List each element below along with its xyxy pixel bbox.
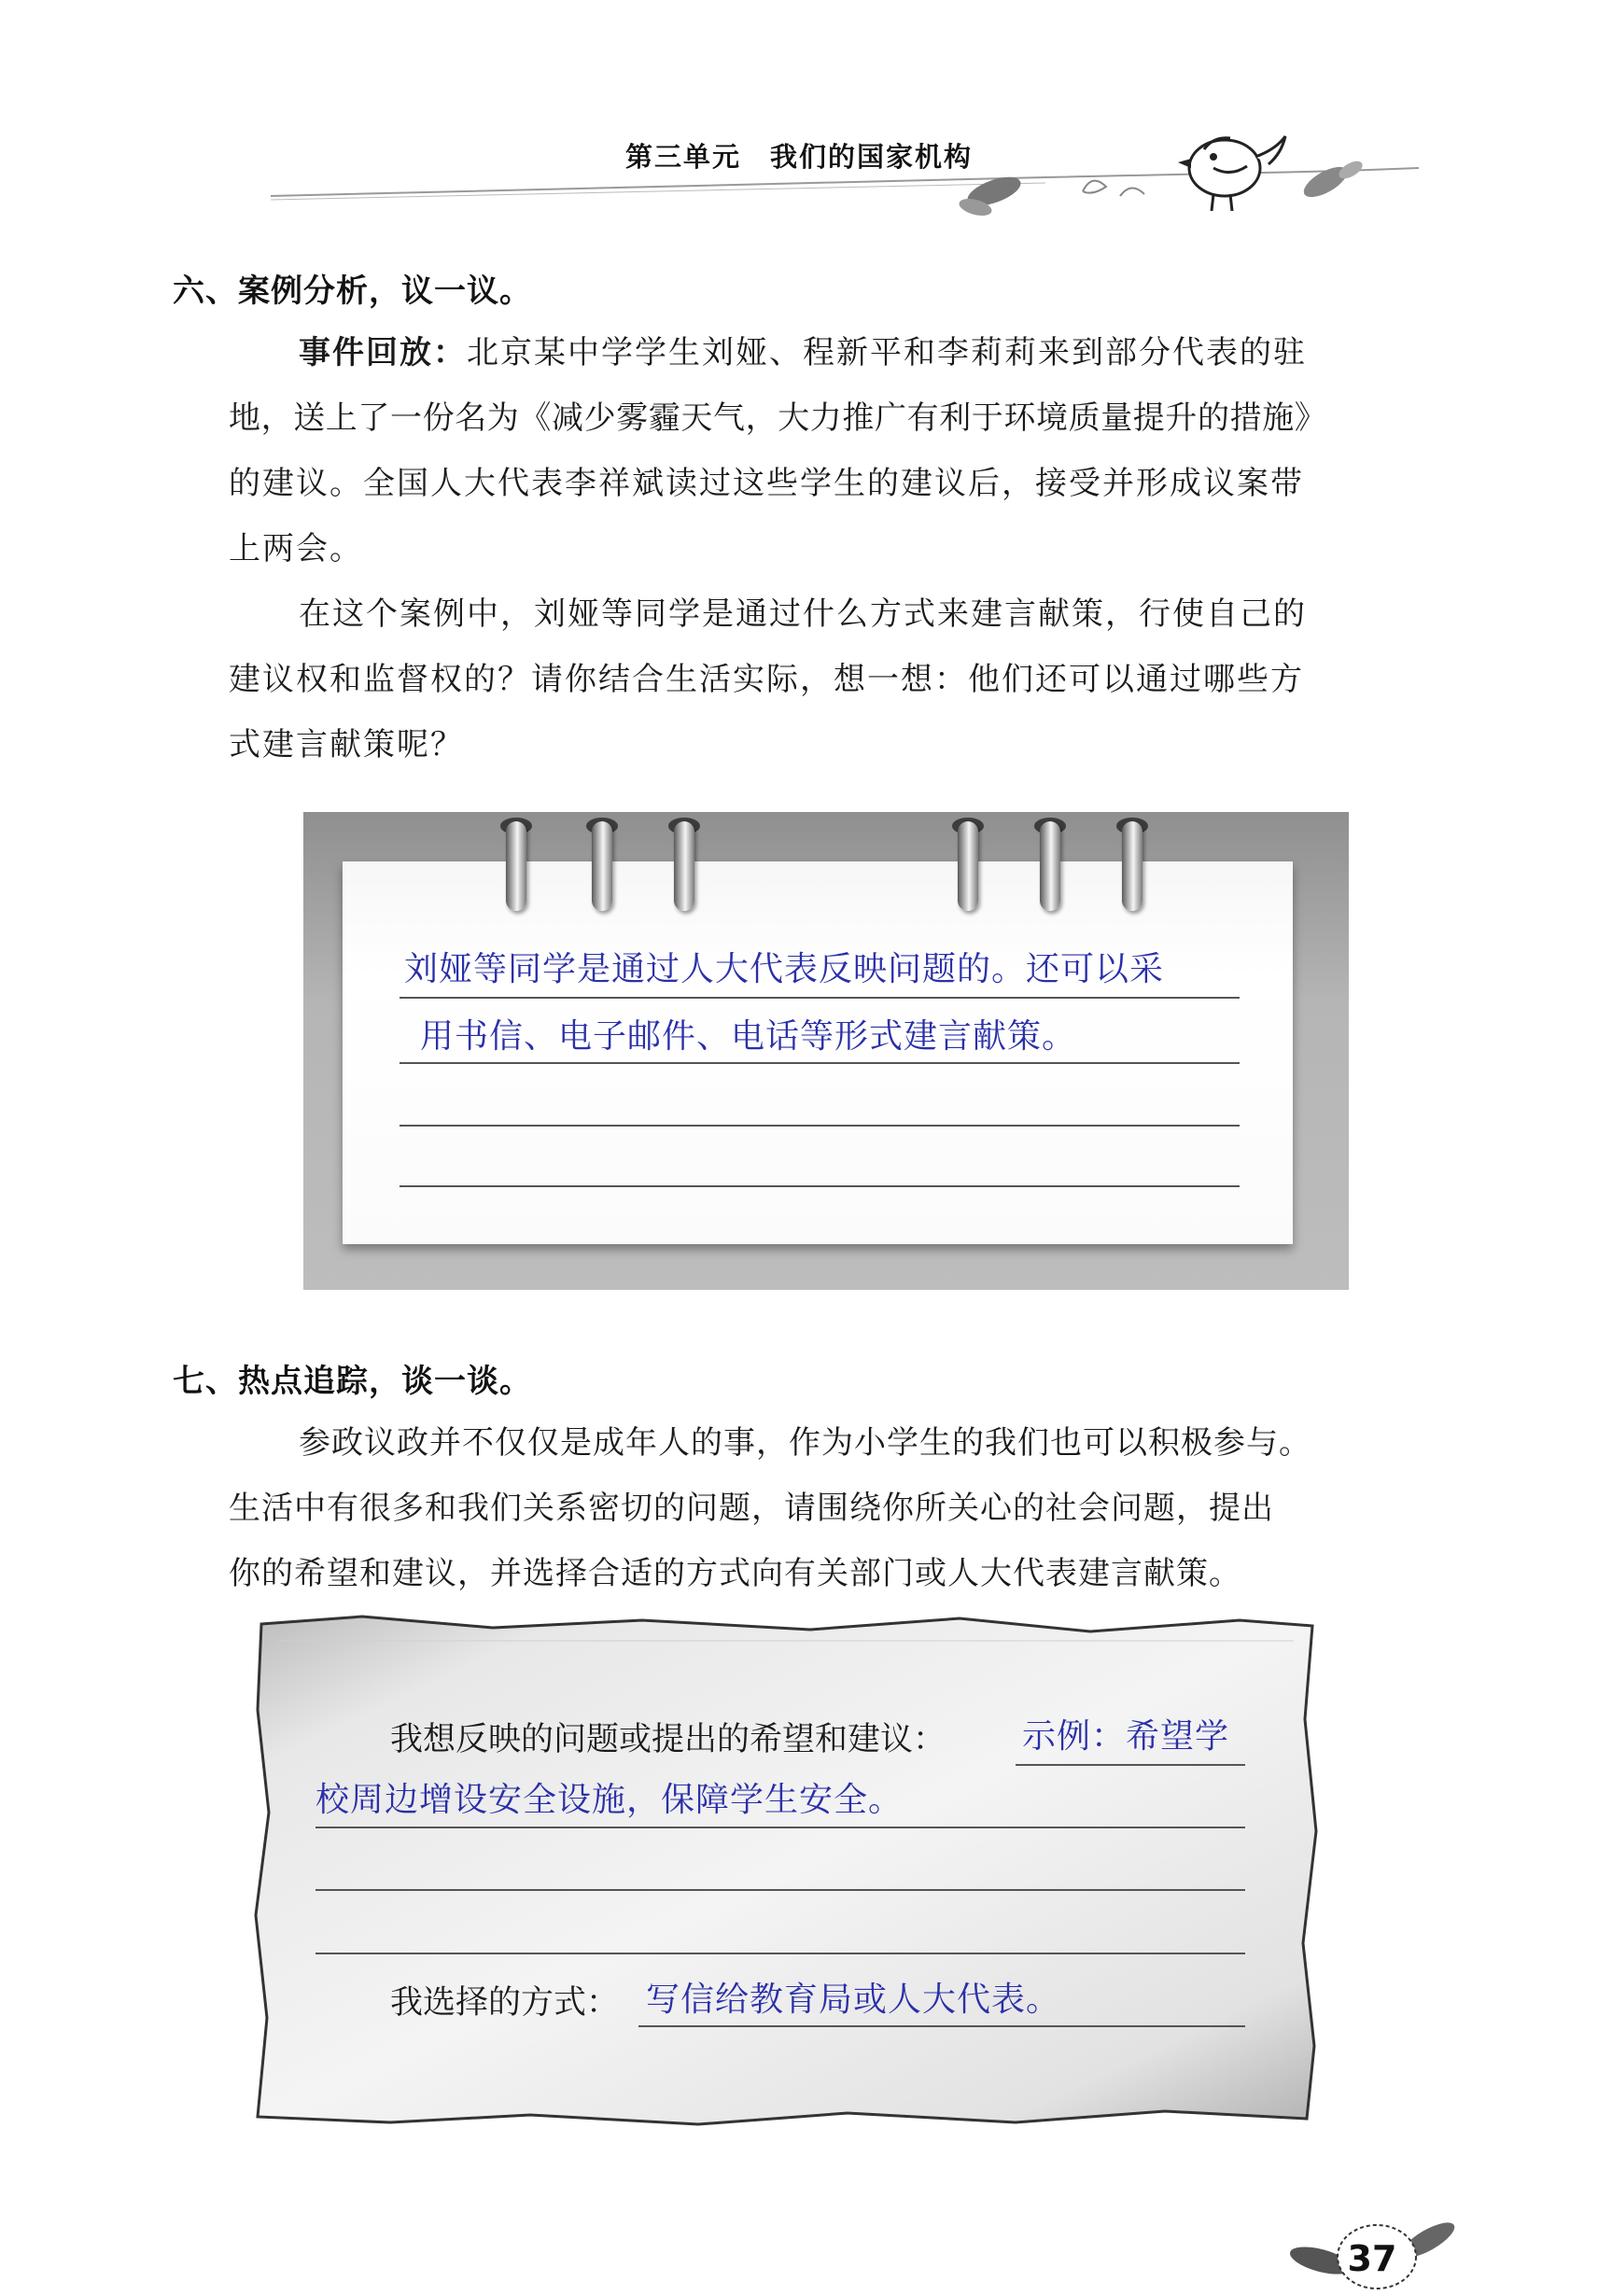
answer-rule: [315, 1889, 1245, 1891]
answer6-line-1: 刘娅等同学是通过人大代表反映问题的。还可以采: [404, 950, 1165, 988]
answer-rule: [315, 1953, 1245, 1954]
event-line-4: 上两会。: [229, 530, 363, 567]
answer7-line-1: 示例：希望学: [1022, 1717, 1230, 1756]
section6-heading: 六、案例分析，议一议。: [173, 273, 532, 310]
answer-rule: [400, 997, 1240, 999]
answer7-line-2: 校周边增设安全设施，保障学生安全。: [315, 1781, 904, 1819]
answer-rule: [400, 1062, 1240, 1064]
binder-ring-icon: [506, 821, 526, 911]
page-number: 37: [1347, 2238, 1397, 2279]
header-decoration: [0, 0, 1598, 243]
binder-ring-icon: [958, 821, 978, 911]
section7-heading: 七、热点追踪，谈一谈。: [173, 1363, 532, 1400]
answer-rule: [400, 1185, 1240, 1187]
answer-rule: [400, 1125, 1240, 1127]
binder-ring-icon: [1040, 821, 1060, 911]
answer-rule: [315, 1827, 1245, 1828]
unit-title: 第三单元 我们的国家机构: [624, 141, 973, 173]
event-line-3: 的建议。全国人大代表李祥斌读过这些学生的建议后，接受并形成议案带: [229, 465, 1304, 502]
prompt-suggestion: 我想反映的问题或提出的希望和建议：: [390, 1721, 946, 1758]
prompt-method: 我选择的方式：: [390, 1984, 620, 2022]
answer6-line-2: 用书信、电子邮件、电话等形式建言献策。: [420, 1017, 1077, 1056]
binder-ring-icon: [674, 821, 694, 911]
answer7-method: 写信给教育局或人大代表。: [646, 1981, 1061, 2019]
answer-rule: [638, 2025, 1245, 2027]
event-line-2: 地，送上了一份名为《减少雾霾天气，大力推广有利于环境质量提升的措施》: [229, 399, 1327, 437]
paragraph7-line-3: 你的希望和建议，并选择合适的方式向有关部门或人大代表建言献策。: [229, 1555, 1241, 1592]
paragraph7-line-2: 生活中有很多和我们关系密切的问题，请围绕你所关心的社会问题，提出: [229, 1490, 1274, 1527]
paragraph7-line-1: 参政议政并不仅仅是成年人的事，作为小学生的我们也可以积极参与。: [299, 1424, 1311, 1462]
torn-paper-frame: [250, 1607, 1324, 2130]
answer-rule: [1016, 1764, 1245, 1766]
event-line-1: 事件回放：北京某中学学生刘娅、程新平和李莉莉来到部分代表的驻: [299, 334, 1307, 371]
binder-ring-icon: [592, 821, 612, 911]
question-line-3: 式建言献策呢？: [229, 726, 464, 763]
question-line-1: 在这个案例中，刘娅等同学是通过什么方式来建言献策，行使自己的: [299, 595, 1307, 633]
event-label: 事件回放：: [299, 334, 467, 371]
question-line-2: 建议权和监督权的？请你结合生活实际，想一想：他们还可以通过哪些方: [229, 661, 1304, 698]
binder-ring-icon: [1122, 821, 1142, 911]
